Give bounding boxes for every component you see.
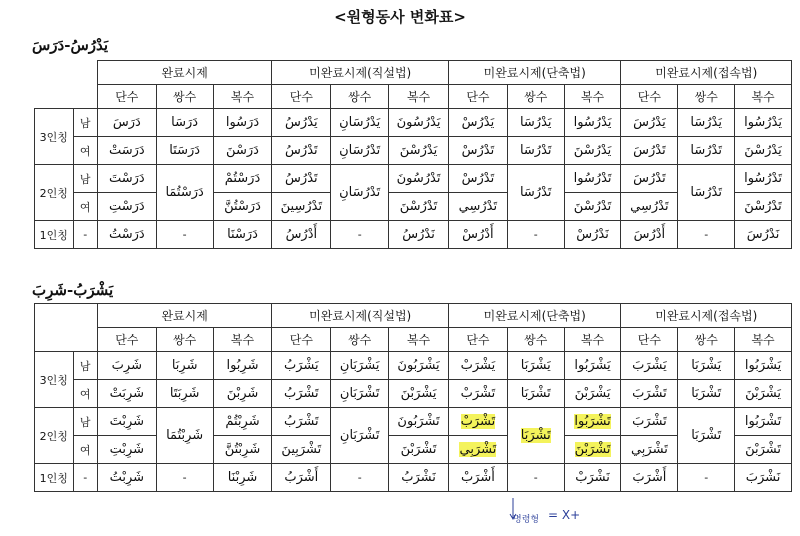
form-cell: تَدْرُسِي	[448, 193, 507, 221]
empty-dash: -	[331, 221, 389, 249]
form-cell: يَدْرُسُوا	[735, 109, 792, 137]
verb1-perfect-form: دَرَسَ	[32, 36, 65, 54]
form-cell: تَدْرُسُونَ	[389, 165, 449, 193]
form-cell: دَرَسْتُنَّ	[213, 193, 272, 221]
form-cell: دَرَسْتَ	[97, 165, 156, 193]
form-cell: دَرَسْتُمَا	[156, 165, 213, 221]
header-imperfect-jussive: 미완료시제(단축법)	[448, 61, 621, 85]
form-cell: تَدْرُسْنَ	[564, 193, 621, 221]
form-cell: يَدْرُسْنَ	[389, 137, 449, 165]
form-cell: تَدْرُسُوا	[735, 165, 792, 193]
form-cell: يَدْرُسَانِ	[331, 109, 389, 137]
form-cell: تَدْرُسْنَ	[735, 193, 792, 221]
form-cell: يَدْرُسْ	[448, 109, 507, 137]
form-cell: دَرَسْتُمْ	[213, 165, 272, 193]
form-cell-highlighted	[448, 408, 507, 436]
form-cell: شَرِبْتُ	[97, 464, 156, 492]
form-cell: تَشْرَبْنَ	[389, 436, 449, 464]
form-cell: تَدْرُسَ	[621, 165, 678, 193]
form-cell: شَرِبْتَ	[97, 408, 156, 436]
form-cell: نَشْرَبْ	[564, 464, 621, 492]
form-cell: نَشْرَبَ	[735, 464, 792, 492]
empty-dash: -	[156, 464, 213, 492]
form-cell: شَرِبَ	[97, 352, 156, 380]
header-dual: 쌍수	[331, 85, 389, 109]
form-cell: يَشْرَبْ	[448, 352, 507, 380]
header-singular: 단수	[272, 328, 331, 352]
form-cell: يَشْرَبَانِ	[331, 352, 389, 380]
form-cell: تَدْرُسَا	[507, 165, 564, 221]
form-cell: يَدْرُسُوا	[564, 109, 621, 137]
header-singular: 단수	[97, 85, 156, 109]
form-cell: دَرَسْنَ	[213, 137, 272, 165]
gender-masculine: 남	[73, 408, 97, 436]
form-cell: شَرِبَا	[156, 352, 213, 380]
form-cell: شَرِبْتُمَا	[156, 408, 213, 464]
form-cell: نَدْرُسُ	[389, 221, 449, 249]
header-singular: 단수	[448, 85, 507, 109]
form-cell: يَشْرَبْنَ	[564, 380, 621, 408]
verb2-table	[34, 303, 792, 492]
header-dual: 쌍수	[156, 85, 213, 109]
form-cell: دَرَسْنَا	[213, 221, 272, 249]
form-cell: شَرِبْنَ	[213, 380, 272, 408]
form-cell: تَشْرَبَا	[507, 380, 564, 408]
form-cell: تَدْرُسَانِ	[331, 137, 389, 165]
form-cell: أَدْرُسُ	[272, 221, 331, 249]
form-cell: تَدْرُسُوا	[564, 165, 621, 193]
form-cell: يَشْرَبُ	[272, 352, 331, 380]
highlight: تَشْرَبْ	[460, 414, 496, 429]
gender-masculine: 남	[73, 165, 97, 193]
form-cell: يَشْرَبَا	[678, 352, 735, 380]
form-cell: دَرَسَ	[97, 109, 156, 137]
person-2: 2인칭	[35, 408, 74, 464]
form-cell: يَشْرَبَا	[507, 352, 564, 380]
gender-masculine: 남	[73, 352, 97, 380]
form-cell: أَشْرَبَ	[621, 464, 678, 492]
form-cell-highlighted	[564, 436, 621, 464]
form-cell: دَرَسَا	[156, 109, 213, 137]
header-dual: 쌍수	[678, 328, 735, 352]
form-cell: تَدْرُسْ	[448, 137, 507, 165]
person-1: 1인칭	[35, 464, 74, 492]
verb2-imperfect-form: يَشْرَبُ	[73, 281, 114, 299]
gender-feminine: 여	[73, 380, 97, 408]
form-cell: تَشْرَبَانِ	[331, 380, 389, 408]
empty-dash: -	[678, 464, 735, 492]
form-cell: تَشْرَبُونَ	[389, 408, 449, 436]
form-cell: تَشْرَبِي	[621, 436, 678, 464]
form-cell: يَشْرَبُونَ	[389, 352, 449, 380]
gender-none: -	[73, 221, 97, 249]
person-3: 3인칭	[35, 109, 74, 165]
form-cell: دَرَسَتَا	[156, 137, 213, 165]
form-cell-highlighted	[507, 408, 564, 464]
form-cell: تَدْرُسَا	[678, 165, 735, 221]
form-cell-highlighted	[448, 436, 507, 464]
form-cell: تَدْرُسَ	[621, 137, 678, 165]
handwritten-note-label: 명령형	[513, 515, 540, 525]
verb2-perfect-form: شَرِبَ	[32, 281, 67, 299]
header-singular: 단수	[97, 328, 156, 352]
form-cell: تَشْرَبُوا	[735, 408, 792, 436]
header-imperfect-subjunctive: 미완료시제(접속법)	[621, 61, 792, 85]
form-cell: تَدْرُسَانِ	[331, 165, 389, 221]
empty-dash: -	[507, 464, 564, 492]
form-cell: تَدْرُسِينَ	[272, 193, 331, 221]
form-cell: يَدْرُسُ	[272, 109, 331, 137]
form-cell: تَشْرَبَ	[621, 408, 678, 436]
form-cell: يَدْرُسْنَ	[564, 137, 621, 165]
form-cell: أَدْرُسْ	[448, 221, 507, 249]
verb1-table	[34, 60, 792, 249]
form-cell: نَشْرَبُ	[389, 464, 449, 492]
form-cell: دَرَسُوا	[213, 109, 272, 137]
verb1-heading	[32, 36, 108, 54]
header-dual: 쌍수	[678, 85, 735, 109]
form-cell: يَشْرَبُوا	[564, 352, 621, 380]
form-cell: تَشْرَبَا	[678, 408, 735, 464]
form-cell: أَشْرَبُ	[272, 464, 331, 492]
person-1: 1인칭	[35, 221, 74, 249]
form-cell: تَدْرُسْ	[448, 165, 507, 193]
form-cell: يَشْرَبْنَ	[735, 380, 792, 408]
person-2: 2인칭	[35, 165, 74, 221]
header-imperfect-subjunctive: 미완료시제(접속법)	[621, 304, 792, 328]
header-perfect: 완료시제	[97, 61, 272, 85]
header-dual: 쌍수	[331, 328, 389, 352]
empty-dash: -	[678, 221, 735, 249]
form-cell: تَشْرَبَا	[678, 380, 735, 408]
header-plural: 복수	[213, 85, 272, 109]
page-title: <원형동사 변화표>	[334, 8, 466, 26]
form-cell: يَدْرُسْنَ	[735, 137, 792, 165]
form-cell: شَرِبُوا	[213, 352, 272, 380]
form-cell: نَدْرُسَ	[735, 221, 792, 249]
verb2-heading	[32, 281, 113, 299]
form-cell: شَرِبْتُمْ	[213, 408, 272, 436]
form-cell: شَرِبْنَا	[213, 464, 272, 492]
form-cell: شَرِبَتْ	[97, 380, 156, 408]
heading-separator: -	[66, 281, 74, 299]
header-plural: 복수	[389, 85, 449, 109]
form-cell: نَدْرُسْ	[564, 221, 621, 249]
form-cell: دَرَسْتِ	[97, 193, 156, 221]
form-cell: شَرِبْتِ	[97, 436, 156, 464]
empty-dash: -	[331, 464, 389, 492]
form-cell: تَشْرَبْ	[448, 380, 507, 408]
header-imperfect-indicative: 미완료시제(직설법)	[272, 61, 449, 85]
form-cell: تَشْرَبُ	[272, 380, 331, 408]
header-dual: 쌍수	[507, 85, 564, 109]
form-cell: يَشْرَبْنَ	[389, 380, 449, 408]
form-cell: دَرَسْتُ	[97, 221, 156, 249]
form-cell: تَدْرُسْنَ	[389, 193, 449, 221]
header-plural: 복수	[389, 328, 449, 352]
form-cell: تَدْرُسُ	[272, 137, 331, 165]
highlight: تَشْرَبُوا	[574, 414, 611, 429]
form-cell: تَشْرَبِينَ	[272, 436, 331, 464]
handwritten-note-formula: = X+	[548, 508, 581, 522]
header-plural: 복수	[213, 328, 272, 352]
heading-separator: -	[64, 36, 71, 54]
highlight: تَشْرَبِي	[459, 442, 497, 457]
highlight: تَشْرَبَا	[520, 428, 551, 443]
header-singular: 단수	[621, 328, 678, 352]
header-dual: 쌍수	[156, 328, 213, 352]
header-imperfect-jussive: 미완료시제(단축법)	[448, 304, 621, 328]
form-cell: شَرِبَتَا	[156, 380, 213, 408]
header-imperfect-indicative: 미완료시제(직설법)	[272, 304, 449, 328]
gender-feminine: 여	[73, 436, 97, 464]
header-plural: 복수	[564, 328, 621, 352]
form-cell: تَشْرَبَانِ	[331, 408, 389, 464]
header-dual: 쌍수	[507, 328, 564, 352]
form-cell: شَرِبْتُنَّ	[213, 436, 272, 464]
form-cell: أَشْرَبْ	[448, 464, 507, 492]
form-cell: تَدْرُسِي	[621, 193, 678, 221]
form-cell: تَشْرَبْنَ	[735, 436, 792, 464]
form-cell: يَدْرُسَ	[621, 109, 678, 137]
header-plural: 복수	[735, 328, 792, 352]
form-cell: تَدْرُسَا	[507, 137, 564, 165]
form-cell: يَدْرُسَا	[507, 109, 564, 137]
gender-feminine: 여	[73, 193, 97, 221]
form-cell: تَشْرَبَ	[621, 380, 678, 408]
form-cell: تَدْرُسُ	[272, 165, 331, 193]
header-plural: 복수	[735, 85, 792, 109]
form-cell: يَدْرُسَا	[678, 109, 735, 137]
empty-dash: -	[507, 221, 564, 249]
form-cell: دَرَسَتْ	[97, 137, 156, 165]
highlight: تَشْرَبْنَ	[574, 442, 611, 457]
form-cell: يَدْرُسُونَ	[389, 109, 449, 137]
form-cell-highlighted	[564, 408, 621, 436]
header-singular: 단수	[272, 85, 331, 109]
header-perfect: 완료시제	[97, 304, 272, 328]
verb1-imperfect-form: يَدْرُسُ	[70, 36, 109, 54]
person-3: 3인칭	[35, 352, 74, 408]
empty-dash: -	[156, 221, 213, 249]
form-cell: تَشْرَبُ	[272, 408, 331, 436]
form-cell: تَدْرُسَا	[678, 137, 735, 165]
form-cell: يَشْرَبَ	[621, 352, 678, 380]
form-cell: أَدْرُسَ	[621, 221, 678, 249]
header-plural: 복수	[564, 85, 621, 109]
header-singular: 단수	[448, 328, 507, 352]
header-singular: 단수	[621, 85, 678, 109]
gender-masculine: 남	[73, 109, 97, 137]
gender-none: -	[73, 464, 97, 492]
gender-feminine: 여	[73, 137, 97, 165]
form-cell: يَشْرَبُوا	[735, 352, 792, 380]
